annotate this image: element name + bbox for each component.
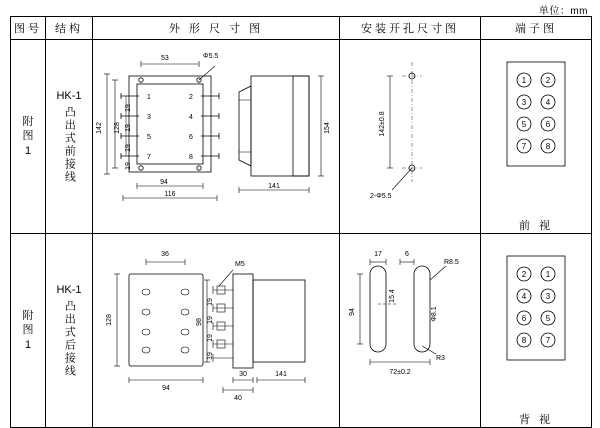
dim-19h: 19 xyxy=(207,352,214,360)
dim-2-phi55: 2-Φ5.5 xyxy=(370,193,392,200)
pin-2: 2 xyxy=(189,94,193,101)
pin-5: 5 xyxy=(147,134,151,141)
outline-drawing-cell-2 xyxy=(93,234,340,428)
dim-19b: 19 xyxy=(125,124,132,132)
header-terminal-drawing: 端子图 xyxy=(481,17,592,40)
dim-141b: 141 xyxy=(275,371,287,378)
terminal-drawing-cell-2 xyxy=(481,234,592,428)
dim-19a: 19 xyxy=(125,104,132,112)
figure-no-line: 图 xyxy=(22,130,34,143)
terminal-num-8: 8 xyxy=(545,142,551,151)
figure-no-cell-2 xyxy=(11,234,46,428)
terminal-view-label-1: 前 视 xyxy=(518,220,554,232)
structure-cell-2 xyxy=(46,234,93,428)
terminal-num-7: 7 xyxy=(521,142,527,151)
dim-17: 17 xyxy=(374,251,382,258)
terminal-num-2: 2 xyxy=(545,76,551,85)
terminal-num-1: 1 xyxy=(521,76,527,85)
terminal-num-2a: 2 xyxy=(521,270,527,279)
dim-19c: 19 xyxy=(125,144,132,152)
pin-8: 8 xyxy=(189,154,193,161)
table-header-row xyxy=(11,17,592,40)
dim-19f: 19 xyxy=(207,316,214,324)
terminal-drawing-1 xyxy=(481,40,591,213)
dim-94: 94 xyxy=(160,179,168,186)
terminal-num-7a: 7 xyxy=(545,336,551,345)
header-mounting-drawing: 安装开孔尺寸图 xyxy=(340,17,481,40)
dimension-table xyxy=(10,16,592,428)
dim-142-tol: 142±0.8 xyxy=(379,111,386,137)
dim-94c: 94 xyxy=(349,308,356,316)
table-row xyxy=(11,40,592,234)
dim-154: 15.4 xyxy=(389,289,396,303)
terminal-view-label-2: 背 视 xyxy=(518,414,554,426)
dim-128: 128 xyxy=(114,122,121,134)
dim-r3: R3 xyxy=(436,355,445,362)
terminal-num-8a: 8 xyxy=(521,336,527,345)
terminal-num-6a: 6 xyxy=(521,314,527,323)
pin-3: 3 xyxy=(147,114,151,121)
terminal-drawing-cell-1 xyxy=(481,40,592,234)
terminal-num-3a: 3 xyxy=(545,292,551,301)
dim-m5: M5 xyxy=(235,261,245,268)
dim-53: 53 xyxy=(161,55,169,62)
mounting-drawing-cell-2 xyxy=(340,234,481,428)
header-structure: 结构 xyxy=(46,17,93,40)
pin-1: 1 xyxy=(147,94,151,101)
dim-19e: 19 xyxy=(207,298,214,306)
pin-4: 4 xyxy=(189,114,193,121)
dim-phi55: Φ5.5 xyxy=(203,53,219,60)
dim-19g: 19 xyxy=(207,334,214,342)
figure-no-cell-1 xyxy=(11,40,46,234)
dim-142: 142 xyxy=(96,122,103,134)
dim-154: 154 xyxy=(324,122,331,134)
figure-no-line: 附 xyxy=(22,310,34,323)
header-outline-drawing: 外 形 尺 寸 图 xyxy=(93,17,340,40)
terminal-num-5: 5 xyxy=(521,120,527,129)
figure-no-line: 1 xyxy=(24,338,32,351)
mounting-drawing-cell-1 xyxy=(340,40,481,234)
figure-no-line: 附 xyxy=(22,116,34,129)
terminal-num-1a: 1 xyxy=(545,270,551,279)
dim-phi81: Φ8.1 xyxy=(431,306,438,322)
structure-label-1: 凸出式前接线 xyxy=(63,105,76,184)
terminal-num-6: 6 xyxy=(545,120,551,129)
table-row xyxy=(11,234,592,428)
terminal-num-3: 3 xyxy=(521,98,527,107)
model-label-2: HK-1 xyxy=(56,283,82,296)
dim-19d: 19 xyxy=(125,162,132,170)
mounting-drawing-1 xyxy=(340,40,480,213)
outline-drawing-2 xyxy=(93,234,339,407)
structure-label-2: 凸出式后接线 xyxy=(63,299,76,378)
terminal-num-4a: 4 xyxy=(521,292,527,301)
figure-no-line: 图 xyxy=(22,324,34,337)
dim-r85: R8.5 xyxy=(444,259,459,266)
pin-6: 6 xyxy=(189,134,193,141)
dim-98: 98 xyxy=(196,318,203,326)
dim-40: 40 xyxy=(234,395,242,402)
outline-drawing-1 xyxy=(93,40,339,213)
outline-drawing-cell-1 xyxy=(93,40,340,234)
model-label-1: HK-1 xyxy=(56,89,82,102)
dim-36: 36 xyxy=(161,251,169,258)
terminal-drawing-2 xyxy=(481,234,591,407)
pin-7: 7 xyxy=(147,154,151,161)
header-figure-no: 图号 xyxy=(11,17,46,40)
unit-note: 单位：mm xyxy=(538,6,588,17)
terminal-num-5a: 5 xyxy=(545,314,551,323)
dim-141: 141 xyxy=(268,183,280,190)
dim-128b: 128 xyxy=(106,314,113,326)
mounting-drawing-2 xyxy=(340,234,480,407)
dim-30: 30 xyxy=(239,371,247,378)
dim-6: 6 xyxy=(405,251,409,258)
dim-94b: 94 xyxy=(162,385,170,392)
structure-cell-1 xyxy=(46,40,93,234)
dim-116: 116 xyxy=(164,191,176,198)
terminal-num-4: 4 xyxy=(545,98,551,107)
dim-72-tol: 72±0.2 xyxy=(389,369,411,376)
figure-no-line: 1 xyxy=(24,144,32,157)
